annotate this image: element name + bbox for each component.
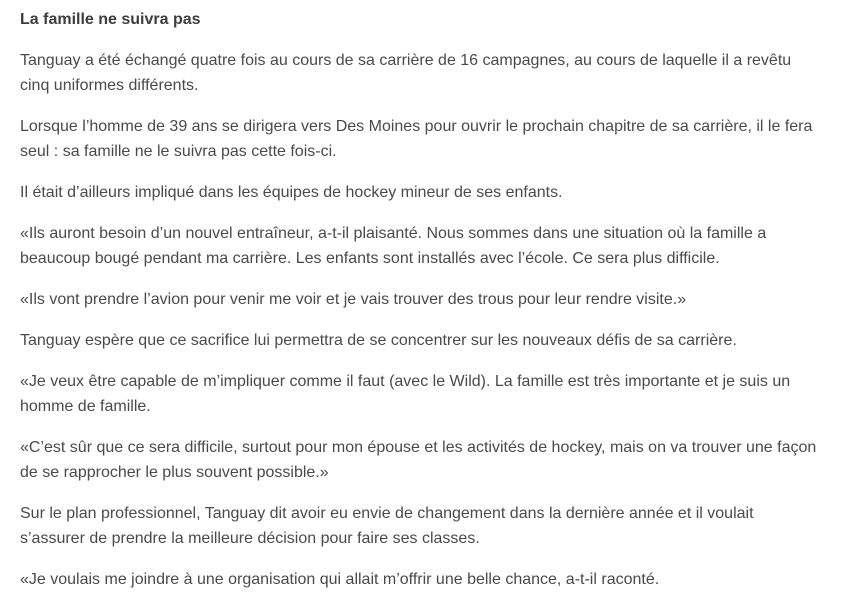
paragraph-quote-wild: «Je veux être capable de m’impliquer comme il faut (avec le Wild). La famille est très importante et je suis un homme de famille.: [20, 373, 791, 415]
paragraph-trades: Tanguay a été échangé quatre fois au cours de sa carrière de 16 campagnes, au cours de laquelle il a revêtu cinq uniformes différents.: [20, 52, 792, 94]
paragraph-sacrifice: Tanguay espère que ce sacrifice lui permettra de se concentrer sur les nouveaux défis de sa carrière.: [20, 332, 737, 349]
paragraph-minor-hockey: Il était d’ailleurs impliqué dans les équipes de hockey mineur de ses enfants.: [20, 184, 563, 201]
section-heading: La famille ne suivra pas: [20, 11, 201, 28]
paragraph-quote-coach: «Ils auront besoin d’un nouvel entraîneur, a-t-il plaisanté. Nous sommes dans une situation où la famille a beaucoup bougé pendant ma carrière. Les enfants sont installés avec l’école. Ce sera plus difficile.: [20, 225, 767, 267]
paragraph-professional: Sur le plan professionnel, Tanguay dit avoir eu envie de changement dans la dernière année et il voulait s’assurer de prendre la meilleure décision pour faire ses classes.: [20, 505, 754, 547]
article-body: [20, 8, 822, 608]
paragraph-quote-organisation: «Je voulais me joindre à une organisation qui allait m’offrir une belle chance, a-t-il raconté.: [20, 571, 660, 588]
paragraph-quote-plane: «Ils vont prendre l’avion pour venir me voir et je vais trouver des trous pour leur rendre visite.»: [20, 291, 687, 308]
paragraph-des-moines: Lorsque l’homme de 39 ans se dirigera vers Des Moines pour ouvrir le prochain chapitre de sa carrière, il le fera seul : sa famille ne le suivra pas cette fois-ci.: [20, 118, 813, 160]
paragraph-quote-spouse: «C’est sûr que ce sera difficile, surtout pour mon épouse et les activités de hockey, mais on va trouver une façon de se rapprocher le plus souvent possible.»: [20, 439, 817, 481]
